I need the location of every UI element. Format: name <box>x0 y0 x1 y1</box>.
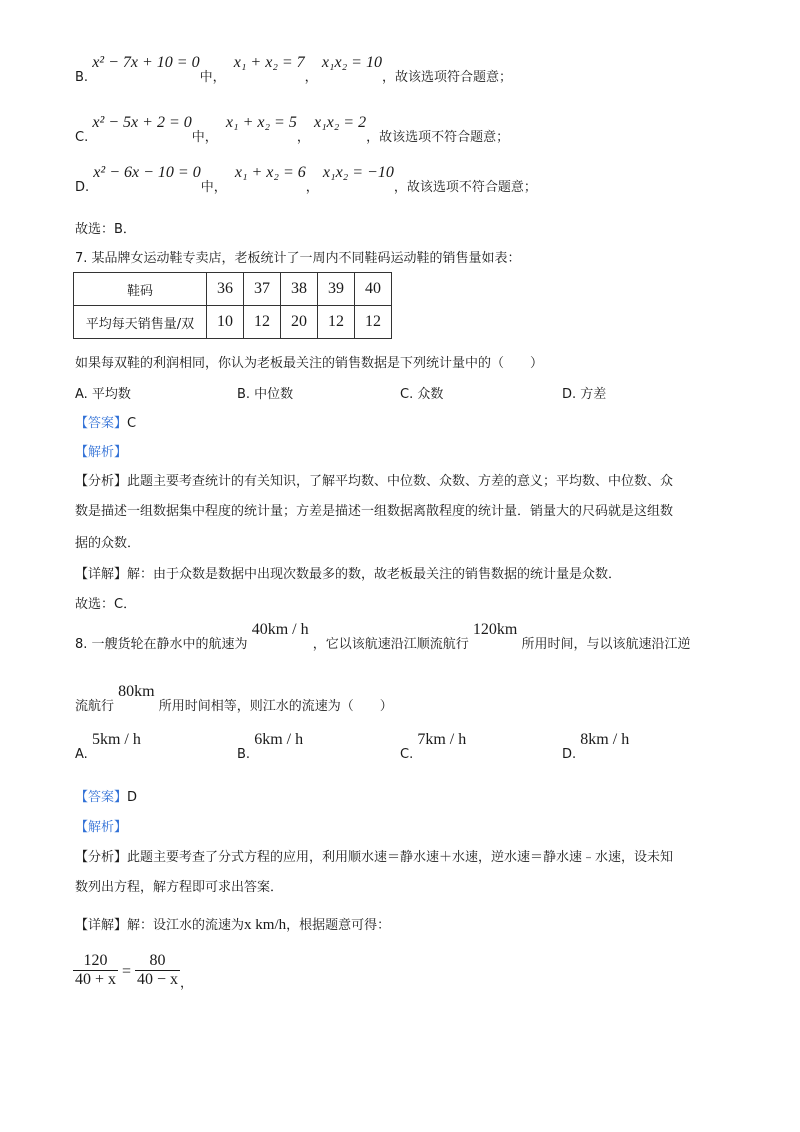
q7-sales-table <box>73 272 392 339</box>
q7-option-d: D. 方差 <box>562 387 607 402</box>
q8-fenxi-line2: 数列出方程，解方程即可求出答案． <box>75 880 284 895</box>
q8-distance-downstream: 120km <box>472 621 518 638</box>
q8-variable: x km/h <box>244 917 287 933</box>
q8-analysis-heading: 【解析】 <box>75 820 128 835</box>
q8-option-a: A. 5km / h <box>75 731 141 762</box>
q6-c-equation: x² − 5x + 2 = 0 <box>92 114 192 131</box>
q8-option-d: D. 8km / h <box>562 731 630 762</box>
q8-fraction-left: $\frac{120}{40 + x}$ <box>75 952 117 988</box>
q8-equation-trail: ， <box>180 976 194 991</box>
q7-question: 如果每双鞋的利润相同，你认为老板最关注的销售数据是下列统计量中的（ ） <box>75 356 544 371</box>
q7-option-a: A. 平均数 <box>75 387 131 402</box>
table-cell: 39 <box>318 273 355 306</box>
q7-option-b: B. 中位数 <box>237 387 294 402</box>
q8-detail: 【详解】解：设江水的流速为x km/h，根据题意可得： <box>75 917 391 933</box>
q7-analysis-heading: 【解析】 <box>75 445 128 460</box>
table-cell: 12 <box>318 306 355 339</box>
q8-fenxi: 【分析】此题主要考查了分式方程的应用，利用顺水速＝静水速＋水速，逆水速＝静水速﹣水速，设未知 <box>75 850 674 865</box>
q6-option-c: C. x² − 5x + 2 = 0中， x₁ + x₂ = 5， x₁x₂ = 2，故该选项不符合题意； <box>75 114 510 145</box>
table-head-sales: 平均每天销售量/双 <box>74 306 207 339</box>
q8-stem-line2: 流航行 80km 所用时间相等，则江水的流速为（ ） <box>75 683 393 714</box>
q6-d-equation: x² − 6x − 10 = 0 <box>93 164 201 181</box>
table-cell: 10 <box>207 306 244 339</box>
table-cell: 37 <box>244 273 281 306</box>
q7-option-c: C. 众数 <box>400 387 444 402</box>
q7-fenxi-line3: 据的众数． <box>75 536 141 551</box>
q7-fenxi: 【分析】此题主要考查统计的有关知识，了解平均数、中位数、众数、方差的意义；平均数、中位数、众 <box>75 474 674 489</box>
q7-stem: 7. 某品牌女运动鞋专卖店，老板统计了一周内不同鞋码运动鞋的销售量如表： <box>75 251 521 266</box>
q7-answer: 【答案】C <box>75 416 137 431</box>
q8-option-b: B. 6km / h <box>237 731 304 762</box>
q8-option-c: C. 7km / h <box>400 731 467 762</box>
q7-fenxi-line2: 数是描述一组数据集中程度的统计量；方差是描述一组数据离散程度的统计量．销量大的尺码就是这组数 <box>75 504 674 519</box>
table-head-size: 鞋码 <box>74 273 207 306</box>
q6-b-equation: x² − 7x + 10 = 0 <box>92 54 200 71</box>
table-cell: 12 <box>244 306 281 339</box>
q7-detail: 【详解】解：由于众数是数据中出现次数最多的数，故老板最关注的销售数据的统计量是众数． <box>75 567 622 582</box>
table-cell: 12 <box>355 306 392 339</box>
q8-answer: 【答案】D <box>75 790 138 805</box>
q8-speed: 40km / h <box>251 621 309 638</box>
q8-stem-line1: 8. 一艘货轮在静水中的航速为 40km / h ，它以该航速沿江顺流航行 120km 所用时间，与以该航速沿江逆 <box>75 621 691 652</box>
table-cell: 40 <box>355 273 392 306</box>
table-cell: 20 <box>281 306 318 339</box>
q8-equals-sign: = <box>122 963 132 980</box>
table-cell: 36 <box>207 273 244 306</box>
table-row <box>74 273 392 306</box>
q7-choice: 故选：C． <box>75 597 137 612</box>
table-row <box>74 306 392 339</box>
q8-distance-upstream: 80km <box>118 683 155 700</box>
q6-option-b: B. x² − 7x + 10 = 0中， x₁ + x₂ = 7， x₁x₂ = 10，故该选项符合题意； <box>75 54 512 85</box>
q6-option-d: D. x² − 6x − 10 = 0中， x₁ + x₂ = 6， x₁x₂ = −10，故该选项不符合题意； <box>75 164 537 195</box>
q6-choice: 故选：B． <box>75 222 136 237</box>
table-cell: 38 <box>281 273 318 306</box>
q8-fraction-right: $\frac{80}{40 - x}$ <box>137 952 179 988</box>
